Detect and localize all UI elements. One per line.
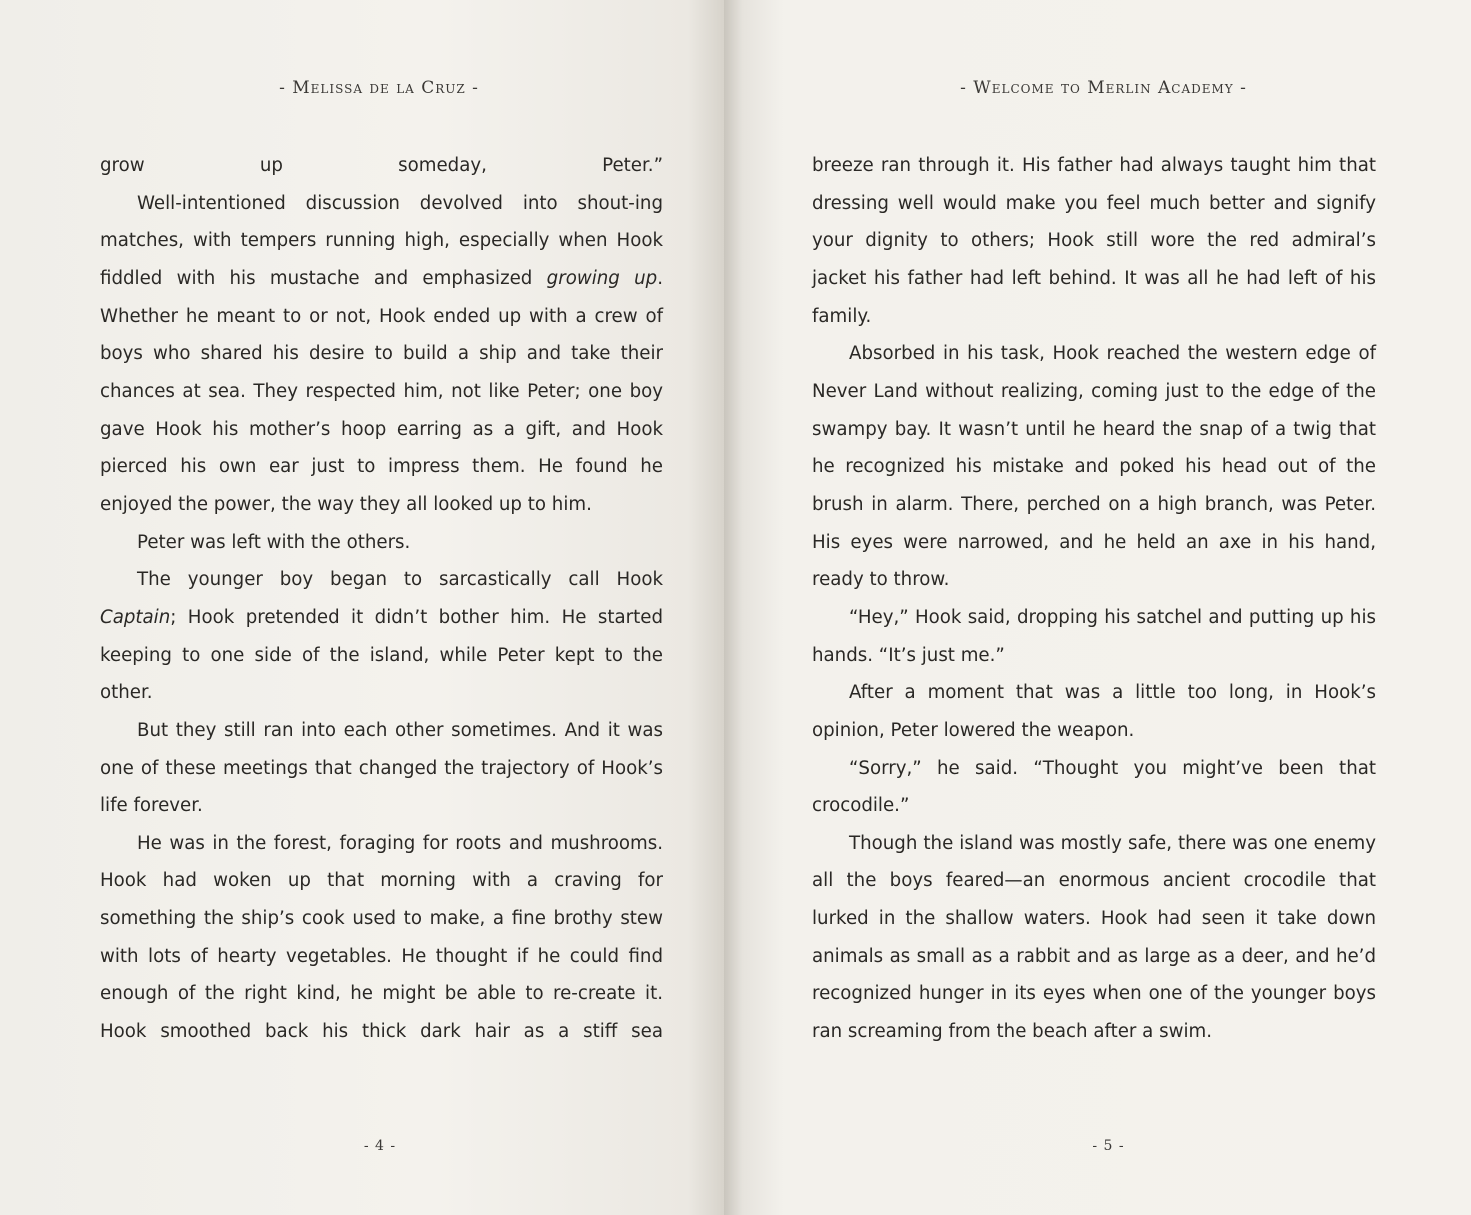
paragraph: Peter was left with the others.	[137, 531, 411, 553]
page-number: - 5 -	[1092, 1138, 1125, 1154]
running-header-author: - Melissa de la Cruz -	[279, 78, 479, 98]
paragraph: “Sorry,” he said. “Thought you might’ve been that crocodile.”	[812, 757, 1376, 817]
paragraph: He was in the forest, foraging for roots and mushrooms. Hook had woken up that morning with a craving for something the ship’s cook used to make, a fine brothy stew with lots of hearty vegetables. He thought if he could find enough of the right kind, he might be able to re-create it. Hook smoothed back his thick dark hair as a stiff sea	[100, 832, 663, 1043]
left-page-body	[100, 147, 663, 1051]
text-run: . Whether he meant to or not, Hook ended up with a crew of boys who shared his desire to build a ship and take their chances at sea. They respected him, not like Peter; one boy gave Hook his mother’s hoop earring as a gift, and Hook pierced his own ear just to impress them. He found he enjoyed the power, the way they all looked up to him.	[100, 267, 663, 515]
text-run: Well-intentioned discussion devolved into shout-ing matches, with tempers running high, especially when Hook fiddled with his mustache and emphasized	[100, 192, 663, 289]
paragraph: breeze ran through it. His father had always taught him that dressing well would make you feel much better and signify your dignity to others; Hook still wore the red admiral’s jacket his father had left behind. It was all he had left of his family.	[812, 155, 1376, 327]
paragraph	[100, 185, 663, 524]
paragraph: grow up someday, Peter.”	[100, 155, 663, 176]
right-page-body	[812, 147, 1376, 1051]
paragraph: “Hey,” Hook said, dropping his satchel and putting up his hands. “It’s just me.”	[812, 606, 1376, 666]
paragraph: Though the island was mostly safe, there was one enemy all the boys feared—an enormous ancient crocodile that lurked in the shallow waters. Hook had seen it take down animals as small as a rabbit and as large as a deer, and he’d recognized hunger in its eyes when one of the younger boys ran screaming from the beach after a swim.	[812, 832, 1376, 1043]
italic-text: growing up	[546, 267, 658, 289]
paragraph: But they still ran into each other sometimes. And it was one of these meetings that changed the trajectory of Hook’s life forever.	[100, 719, 663, 817]
paragraph: After a moment that was a little too long, in Hook’s opinion, Peter lowered the weapon.	[812, 682, 1376, 741]
text-run: The younger boy began to sarcastically call Hook	[137, 569, 663, 591]
left-page	[0, 0, 724, 1215]
paragraph	[100, 561, 663, 712]
running-header-title: - Welcome to Merlin Academy -	[960, 78, 1247, 98]
text-run: ; Hook pretended it didn’t bother him. He started keeping to one side of the island, while Peter kept to the other.	[100, 606, 663, 704]
italic-text: Captain	[100, 606, 171, 628]
paragraph: Absorbed in his task, Hook reached the western edge of Never Land without realizing, coming just to the edge of the swampy bay. It wasn’t until he heard the snap of a twig that he recognized his mistake and poked his head out of the brush in alarm. There, perched on a high branch, was Peter. His eyes were narrowed, and he held an axe in his hand, ready to throw.	[812, 343, 1376, 591]
page-number: - 4 -	[363, 1138, 397, 1154]
right-page	[724, 0, 1471, 1215]
